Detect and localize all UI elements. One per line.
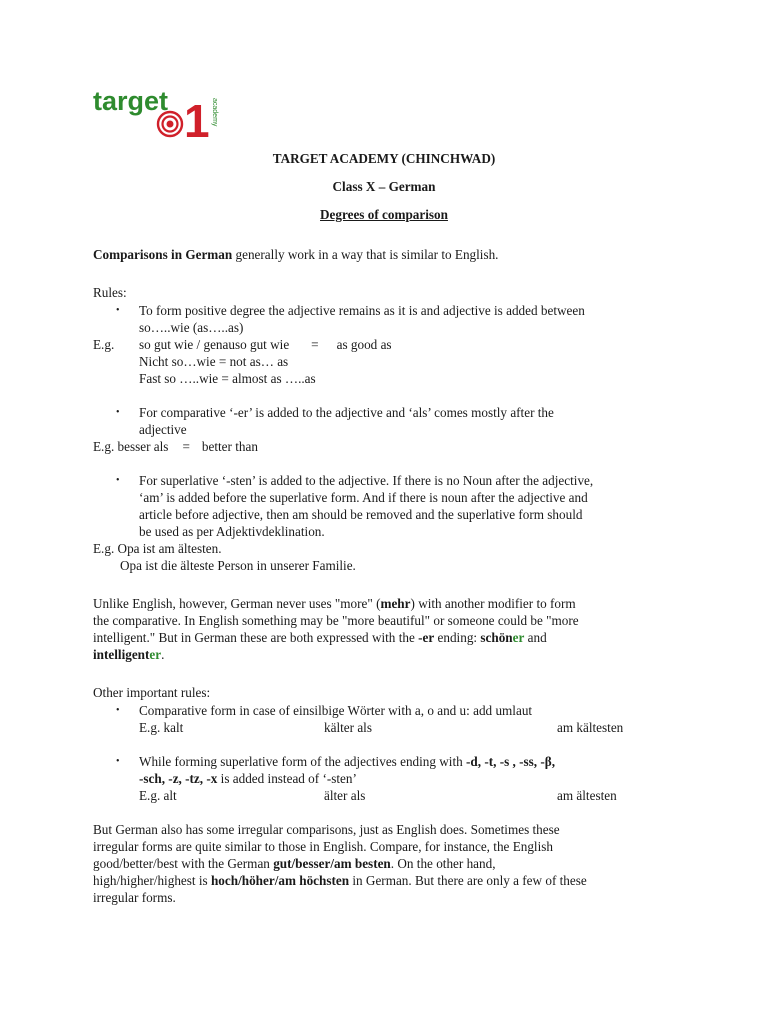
rule5-line2: -sch, -z, -tz, -x is added instead of ‘-sten’	[139, 771, 357, 786]
logo-tag: academy	[211, 98, 218, 127]
rule1-eg-label: E.g.	[93, 337, 115, 352]
para1-line1: Unlike English, however, German never uses "more" (mehr) with another modifier to form	[93, 596, 576, 611]
class-line: Class X – German	[332, 179, 436, 194]
logo-graphic	[93, 84, 223, 140]
logo-number: 1	[184, 95, 210, 140]
rule3-line4: be used as per Adjektivdeklination.	[139, 524, 325, 539]
bullet-icon: •	[116, 475, 120, 486]
rule5-example-col3: am ältesten	[557, 788, 617, 803]
rule1-example2: Nicht so…wie = not as… as	[139, 354, 289, 369]
rule1-example1: so gut wie / genauso gut wie = as good as	[139, 337, 392, 352]
bullet-icon: •	[116, 305, 120, 316]
logo-word: target	[93, 86, 169, 116]
rule4-example-col2: kälter als	[324, 720, 372, 735]
target-rings-icon	[158, 112, 182, 136]
para1-line4: intelligenter.	[93, 647, 165, 662]
rule1-line2: so…..wie (as…..as)	[139, 320, 244, 335]
document-title: TARGET ACADEMY (CHINCHWAD)	[272, 151, 496, 166]
para2-line5: irregular forms.	[93, 890, 176, 905]
bullet-icon: •	[116, 705, 120, 716]
rule2-line1: For comparative ‘-er’ is added to the adjective and ‘als’ comes mostly after the	[139, 405, 554, 420]
rule2-line2: adjective	[139, 422, 187, 437]
rule4-example-col3: am kältesten	[557, 720, 624, 735]
rule1-line1: To form positive degree the adjective remains as it is and adjective is added between	[139, 303, 585, 318]
target-academy-logo	[93, 84, 223, 140]
rule3-line2: ‘am’ is added before the superlative form. And if there is noun after the adjective and	[139, 490, 588, 505]
rule5-example-col2: älter als	[324, 788, 366, 803]
rule1-example3: Fast so …..wie = almost as …..as	[139, 371, 316, 386]
topic-heading: Degrees of comparison	[320, 207, 448, 222]
other-rules-label: Other important rules:	[93, 685, 211, 700]
rule2-example: E.g. besser als = better than	[93, 439, 258, 454]
rule5-line1: While forming superlative form of the adjectives ending with -d, -t, -s , -ss, -β,	[139, 754, 556, 769]
para2-line1: But German also has some irregular comparisons, just as English does. Sometimes these	[93, 822, 560, 837]
para2-line4: high/higher/highest is hoch/höher/am höchsten in German. But there are only a few of these	[93, 873, 587, 888]
rule4-example-col1: E.g. kalt	[139, 720, 184, 735]
para2-line2: irregular forms are quite similar to those in English. Compare, for instance, the English	[93, 839, 553, 854]
intro-paragraph: Comparisons in German generally work in a way that is similar to English.	[93, 247, 499, 262]
bullet-icon: •	[116, 407, 120, 418]
para1-line3: intelligent." But in German these are both expressed with the -er ending: schöner and	[93, 630, 547, 645]
rule4-line1: Comparative form in case of einsilbige Wörter with a, o and u: add umlaut	[139, 703, 533, 718]
bullet-icon: •	[116, 756, 120, 767]
para1-line2: the comparative. In English something may be "more beautiful" or someone could be "more	[93, 613, 579, 628]
para2-line3: good/better/best with the German gut/besser/am besten. On the other hand,	[93, 856, 496, 871]
rule3-example1: E.g. Opa ist am ältesten.	[93, 541, 222, 556]
rule3-example2: Opa ist die älteste Person in unserer Familie.	[120, 558, 356, 573]
rules-label: Rules:	[93, 285, 127, 300]
rule3-line3: article before adjective, then am should be removed and the superlative form should	[139, 507, 583, 522]
rule5-example-col1: E.g. alt	[139, 788, 177, 803]
rule3-line1: For superlative ‘-sten’ is added to the adjective. If there is no Noun after the adjective,	[139, 473, 594, 488]
